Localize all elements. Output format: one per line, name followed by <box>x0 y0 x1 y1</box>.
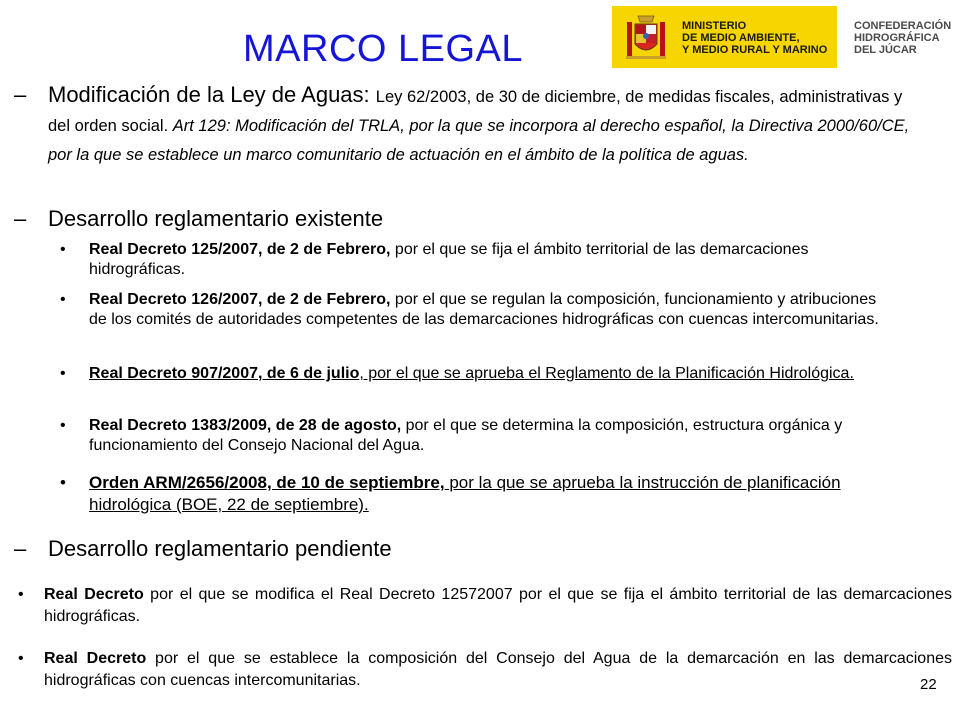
chj-logo <box>854 20 951 56</box>
decree-description: por el que se determina la composición, estructura orgánica y funcionamiento del Consejo Nacional del Agua. <box>89 417 843 454</box>
modification-law: Ley 62/2003, de 30 de diciembre, de medidas fiscales, administrativas y del orden social. <box>48 88 903 135</box>
decree-link[interactable] <box>89 364 890 384</box>
decree-description: por el que se fija el ámbito territorial de las demarcaciones hidrográficas. <box>89 241 809 278</box>
bullet: • <box>18 650 24 667</box>
pending-title: Real Decreto <box>44 586 144 603</box>
header-logos <box>612 6 960 68</box>
page-number: 22 <box>920 676 937 693</box>
pending-heading-text: Desarrollo reglamentario pendiente <box>48 536 392 561</box>
order-title: Orden ARM/2656/2008, de 10 de septiembre, <box>89 473 445 492</box>
existing-heading-text: Desarrollo reglamentario existente <box>48 206 384 231</box>
decree-title: Real Decreto 126/2007, de 2 de Febrero, <box>89 291 391 308</box>
ministry-name <box>682 20 827 56</box>
dash-marker: – <box>14 536 27 561</box>
ministry-logo <box>612 6 837 68</box>
decree-description: , por el que se aprueba el Reglamento de la Planificación Hidrológica. <box>359 365 854 382</box>
list-item <box>18 584 952 628</box>
ministry-name-line: MINISTERIO <box>682 20 747 32</box>
dash-marker: – <box>14 206 27 231</box>
law-modification-paragraph <box>14 80 914 170</box>
decree-title: Real Decreto 125/2007, de 2 de Febrero, <box>89 241 391 258</box>
bullet: • <box>18 586 24 603</box>
slide-title: MARCO LEGAL <box>243 28 524 70</box>
bullet: • <box>60 365 66 382</box>
coat-of-arms-icon <box>624 10 668 64</box>
ministry-name-line: DE MEDIO AMBIENTE, <box>682 32 800 44</box>
chj-name-line: HIDROGRÁFICA <box>854 32 940 44</box>
chj-name-line: DEL JÚCAR <box>854 44 917 56</box>
chj-name-line: CONFEDERACIÓN <box>854 20 952 32</box>
list-item <box>60 240 890 280</box>
order-link[interactable] <box>89 472 890 516</box>
pending-title: Real Decreto <box>44 650 147 667</box>
list-item <box>60 416 890 456</box>
ministry-name-line: Y MEDIO RURAL Y MARINO <box>682 44 828 56</box>
dash-marker: – <box>14 82 27 107</box>
bullet: • <box>60 417 66 434</box>
list-item <box>60 364 890 384</box>
order-description: por la que se aprueba la instrucción de planificación hidrológica (BOE, 22 de septiembre). <box>89 473 841 514</box>
decree-title: Real Decreto 1383/2009, de 28 de agosto, <box>89 417 402 434</box>
pending-description: por el que se establece la composición del Consejo del Agua de la demarcación en las demarcaciones hidrográficas con cuencas intercomunitarias. <box>44 650 952 689</box>
modification-text <box>48 80 914 170</box>
bullet: • <box>60 473 66 492</box>
decree-description: por el que se regulan la composición, funcionamiento y atribuciones de los comités de autoridades competentes de las demarcaciones hidrográficas con cuencas intercomunitarias. <box>89 291 879 328</box>
decree-title: Real Decreto 907/2007, de 6 de julio <box>89 365 360 382</box>
pending-description: por el que se modifica el Real Decreto 12572007 por el que se fija el ámbito territorial de las demarcaciones hidrográficas. <box>44 586 953 625</box>
list-item <box>18 648 952 692</box>
list-item <box>60 290 890 330</box>
modification-article: Art 129: Modificación del TRLA, por la que se incorpora al derecho español, la Directiva 2000/60/CE, por la que se establece un marco comunitario de actuación en el ámbito de la política de aguas. <box>48 117 910 164</box>
modification-lead: Modificación de la Ley de Aguas: <box>48 82 376 107</box>
bullet: • <box>60 241 66 258</box>
list-item <box>60 472 890 516</box>
bullet: • <box>60 291 66 308</box>
